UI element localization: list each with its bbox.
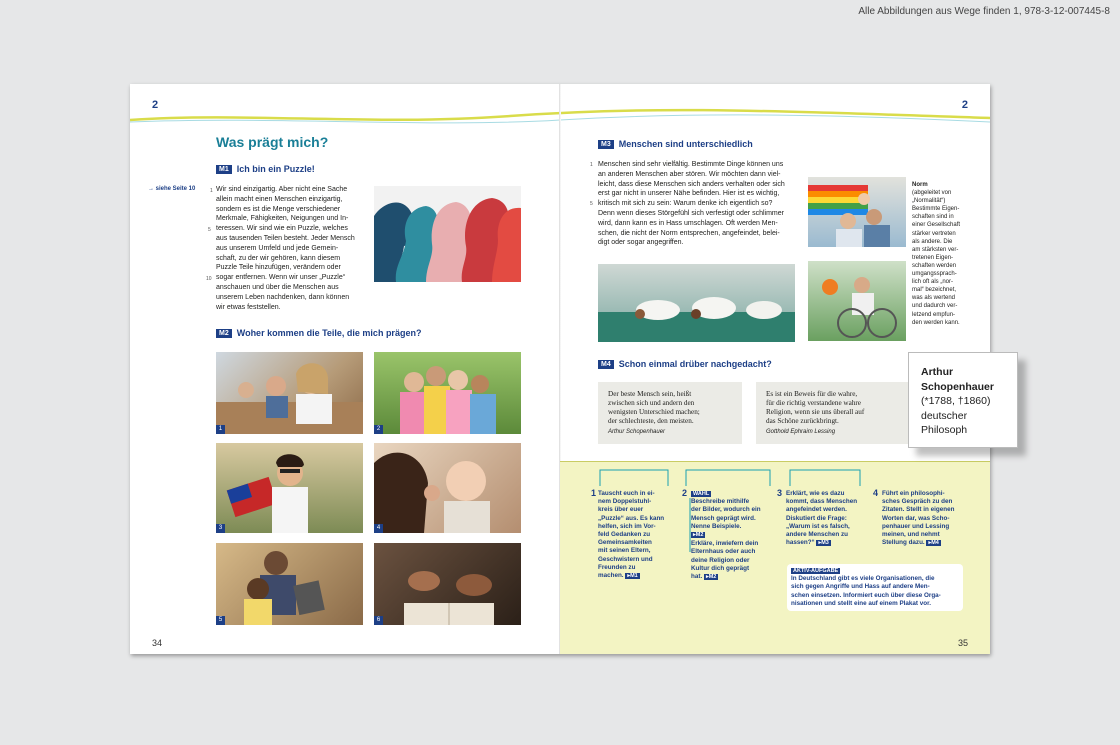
task-3: Erklärt, wie es dazu kommt, dass Menschen angefeindet werden. Diskutiert die Frage: „Warum ist es falsch, andere Menschen zu hassen?“ ▸M3 — [786, 490, 858, 547]
page-number-right: 35 — [957, 638, 968, 648]
task-ref: ▸M2 — [705, 574, 717, 581]
praying-hands-photo — [374, 543, 521, 625]
chapter-number-left: 2 — [152, 99, 159, 111]
task-ref: ▸M3 — [818, 540, 829, 547]
line-number: 10 — [206, 276, 212, 282]
classroom-photo — [216, 352, 363, 434]
textbook-spread — [130, 84, 990, 654]
line-number: 5 — [590, 201, 593, 207]
line-number: 5 — [208, 227, 211, 233]
task-number: 3 — [777, 488, 783, 498]
quote-author: Gotthold Ephraim Lessing — [766, 429, 836, 435]
page-title: Was prägt mich? — [216, 134, 329, 150]
aktiv-aufgabe-box: AKTIV-AUFGABE In Deutschland gibt es viele Organisationen, die sich gegen Angriffe und Hass auf andere Men- schen einsetzen. Informiert euch über diese Orga- nisationen und stellt eine auf einem Plakat vor. — [787, 564, 963, 611]
task-ref: ▸M1 — [627, 573, 638, 580]
line-number: 1 — [210, 188, 213, 194]
page-number-left: 34 — [152, 638, 163, 648]
quote-author: Arthur Schopenhauer — [608, 429, 666, 435]
boy-with-flag-photo — [216, 443, 363, 533]
author-info-popup: Arthur Schopenhauer (*1788, †1860) deutscher Philosoph — [908, 352, 1018, 448]
photo-badge: 2 — [374, 425, 383, 434]
photo-badge: 4 — [374, 524, 383, 533]
chapter-number-right: 2 — [961, 99, 968, 111]
grandfather-child-photo — [216, 543, 363, 625]
photo-badge: 5 — [216, 616, 225, 625]
m3-title: Menschen sind unterschiedlich — [618, 139, 753, 149]
task-number: 1 — [591, 488, 597, 498]
m3-tag: M3 — [598, 140, 614, 149]
task-2: WAHL Beschreibe mithilfe der Bilder, wodurch ein Mensch geprägt wird. Nenne Beispiele. ▸M2 Erkläre, inwiefern dein Elternhaus oder auch deine Religion oder Kultur dich geprägt hat. ▸M2 — [691, 491, 761, 581]
task-ref: ▸M4 — [928, 540, 939, 547]
line-number: 1 — [590, 162, 593, 168]
m4-heading — [598, 359, 772, 369]
photo-badge: 1 — [216, 425, 225, 434]
image-credit: Alle Abbildungen aus Wege finden 1, 978-3-12-007445-8 — [858, 6, 1110, 17]
task-number: 2 — [682, 488, 688, 498]
photo-badge: 6 — [374, 616, 383, 625]
m1-title: Ich bin ein Puzzle! — [236, 164, 315, 174]
quote-lessing: Es ist ein Beweis für die wahre, für die richtig verstandene wahre Religion, wenn sie uns überall auf das Schöne zurückbringt. Gotthold Ephraim Lessing — [756, 382, 910, 444]
wheelchair-basketball-photo — [808, 261, 906, 341]
wahl-tag: WAHL — [693, 491, 710, 497]
friends-group-photo — [374, 352, 521, 434]
m4-title: Schon einmal drüber nachgedacht? — [618, 359, 772, 369]
see-also-note: → siehe Seite 10 — [148, 186, 196, 192]
m2-heading — [216, 328, 421, 338]
m2-tag: M2 — [216, 329, 232, 338]
rainbow-family-photo — [808, 177, 906, 247]
m2-title: Woher kommen die Teile, die mich prägen? — [236, 328, 422, 338]
task-1: Tauscht euch in ei- nem Doppelstuhl- kreis über euer „Puzzle“ aus. Es kann helfen, sich im Vor- feld Gedanken zu Gemeinsamkeiten mit seinen Eltern, Geschwistern und Freunden zu machen. ▸M1 — [598, 490, 665, 580]
m3-heading — [598, 139, 753, 149]
aktiv-tag: AKTIV-AUFGABE — [793, 568, 839, 574]
task-number: 4 — [873, 488, 879, 498]
silhouettes-image — [374, 186, 521, 282]
quote-schopenhauer: Der beste Mensch sein, heißt zwischen sich und andern den wenigsten Unterschied machen; der schlechteste, den meisten. Arthur Schopenhauer — [598, 382, 742, 444]
tasks-panel — [560, 461, 990, 654]
prayer-mosque-photo — [598, 264, 795, 342]
mother-baby-photo — [374, 443, 521, 533]
left-page — [130, 84, 560, 654]
m1-heading — [216, 164, 315, 174]
m3-text: Menschen sind sehr vielfältig. Bestimmte Dinge können uns an anderen Menschen aber stören. Wir möchten dann viel- leicht, dass diese Menschen sich anders verhalten oder sich erst gar nicht in unserer Nähe befinden. Hier ist es wichtig, kritisch mit sich zu sein: Warum denke ich eigentlich so? Denn wenn dieses Störgefühl sich verfestigt oder schlimmer wird, dann kann es in Hass umschlagen. Oft werden Men- schen, die nicht der Norm entsprechen, angefeindet, belei- digt oder sogar angegriffen. — [598, 161, 785, 247]
m4-tag: M4 — [598, 360, 614, 369]
task-ref: ▸M2 — [693, 532, 704, 539]
photo-badge: 3 — [216, 524, 225, 533]
task-4: Führt ein philosophi- sches Gespräch zu den Zitaten. Stellt in eigenen Worten dar, was Scho- penhauer und Lessing meinen, und nehmt Stellung dazu. ▸M4 — [882, 490, 955, 547]
m1-tag: M1 — [216, 165, 232, 174]
norm-definition: Norm (abgeleitet von „Normalität“) Bestimmte Eigen- schaften sind in einer Gesellschaft stärker vertreten als andere. Die am stärksten ver- tretenen Eigen- schaften werden umgangssprach- lich oft als „nor- mal“ bezeichnet, was als wertend und dadurch ver- letzend empfun- den werden kann. — [912, 182, 961, 326]
m1-text: Wir sind einzigartig. Aber nicht eine Sache allein macht einen Menschen einzigartig, sondern es ist die Menge verschiedener Merkmale, Fähigkeiten, Neigungen und In- teressen. Wir sind wie ein Puzzle, welches aus tausenden Teilen besteht. Jeder Mensch aus unserem Umfeld und jede Gemein- schaft, zu der wir gehören, kann diesem Puzzle Teile hinzufügen, verändern oder sogar entfernen. Wenn wir unser „Puzzle“ anschauen und über die Menschen aus unserem Leben nachdenken, dann können wir etwas feststellen. — [216, 186, 355, 311]
